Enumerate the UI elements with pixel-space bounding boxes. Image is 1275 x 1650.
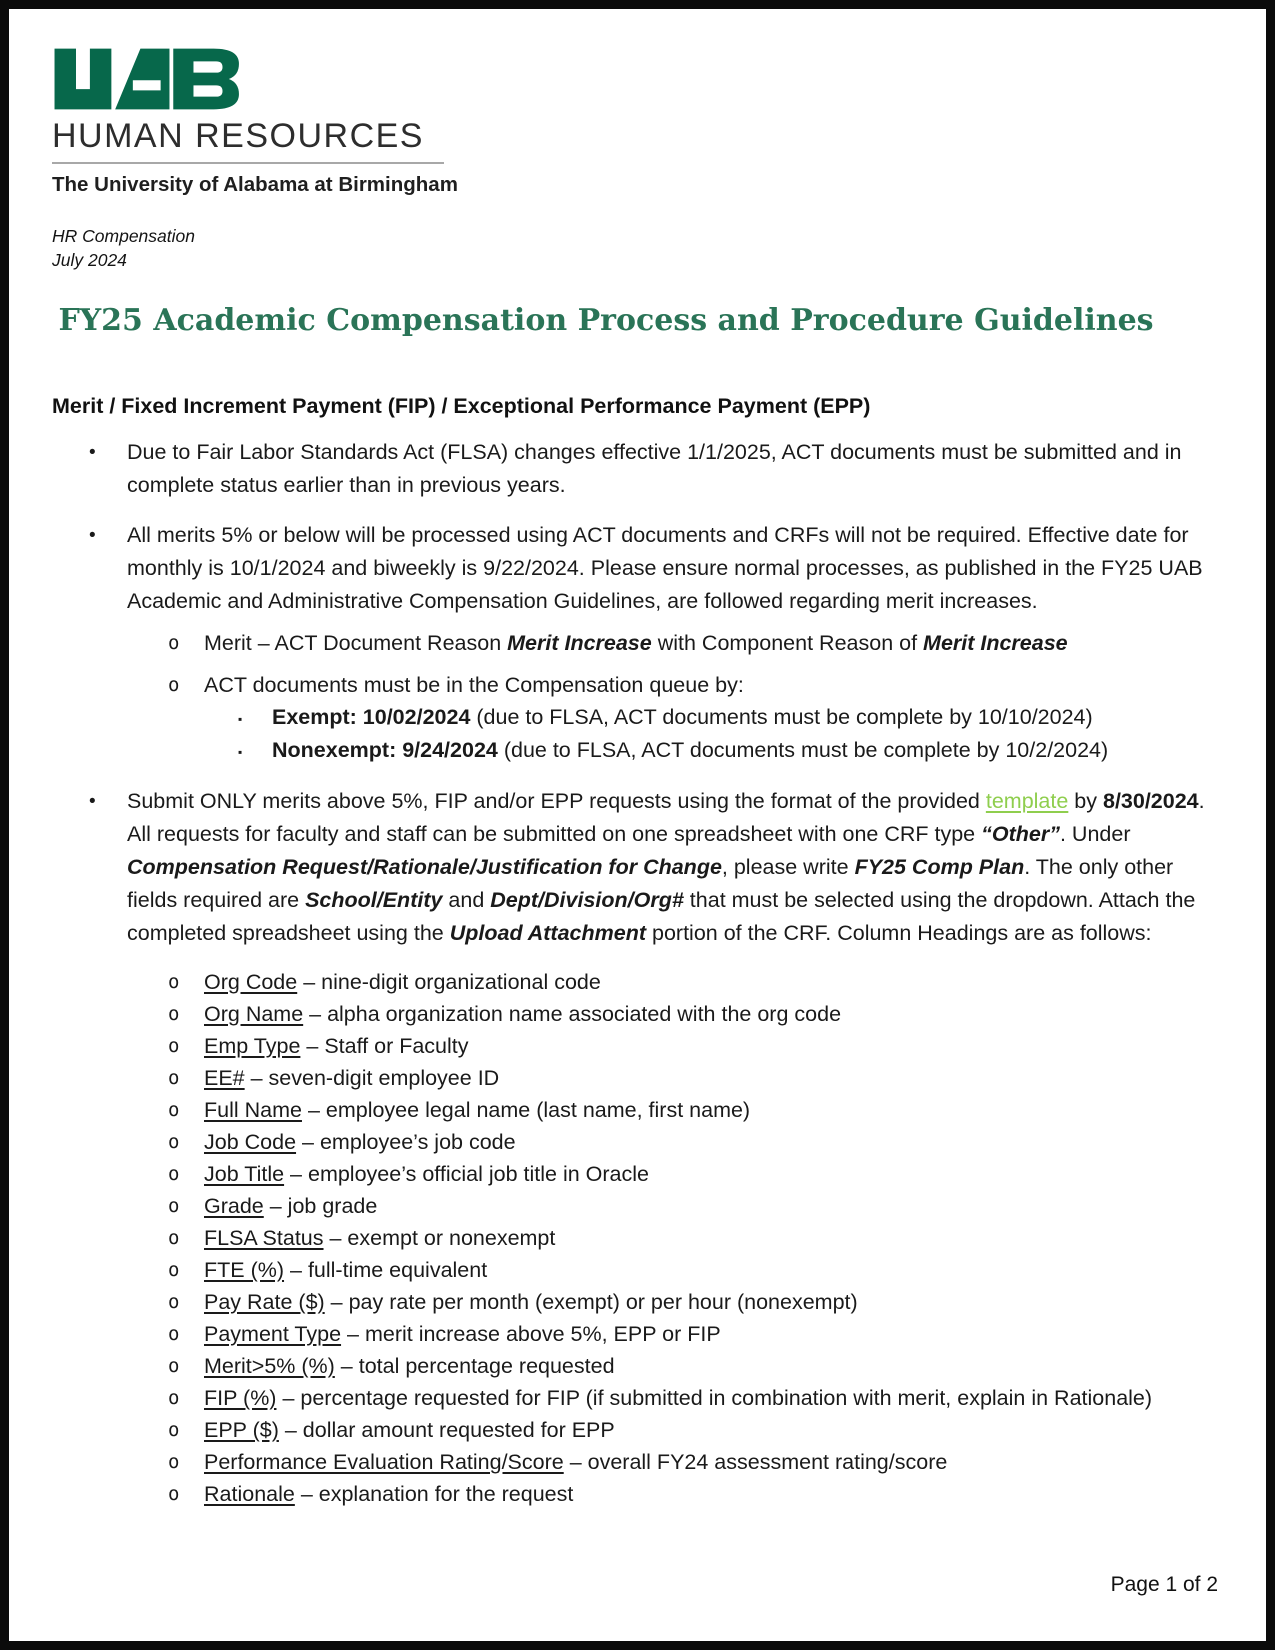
column-term: FTE (%): [204, 1258, 285, 1282]
uab-logo-icon: [52, 47, 244, 111]
logo-divider: [52, 162, 444, 164]
dash-separator: –: [284, 1162, 308, 1186]
column-term: Rationale: [204, 1482, 295, 1506]
bullet-circle-marker: o: [168, 1387, 180, 1409]
column-item: [52, 1190, 1226, 1222]
column-item: [52, 1062, 1226, 1094]
dash-separator: –: [341, 1322, 365, 1346]
column-item: [52, 1222, 1226, 1254]
text-run: Upload Attachment: [449, 921, 647, 945]
uab-logo: [52, 47, 1226, 111]
bullet-circle-marker: o: [168, 674, 180, 696]
column-item: [52, 1382, 1226, 1414]
dash-separator: –: [276, 1386, 301, 1410]
column-term: FIP (%): [204, 1386, 277, 1410]
column-item: [52, 1446, 1226, 1478]
text-run: . The only other fields required are: [127, 855, 1174, 912]
column-item: [52, 1318, 1226, 1350]
column-term: EE#: [204, 1066, 245, 1090]
bullet-circle-marker: o: [168, 1259, 180, 1281]
column-item: [52, 1030, 1226, 1062]
dash-separator: –: [334, 1354, 359, 1378]
bullet-circle-marker: o: [168, 1483, 180, 1505]
column-item: [52, 966, 1226, 998]
bullet-circle-marker: o: [168, 1451, 180, 1473]
dash-separator: –: [300, 1034, 325, 1058]
text-run: ACT documents must be in the Compensation queue by:: [204, 673, 744, 697]
bullet-dot-marker: •: [89, 442, 96, 463]
dash-separator: –: [323, 1226, 348, 1250]
page-title: FY25 Academic Compensation Process and Procedure Guidelines: [58, 303, 1154, 338]
text-run: Compensation Request/Rationale/Justification for Change: [127, 855, 722, 879]
bullet-text: [127, 436, 1226, 502]
text-run: Dept/Division/Org#: [490, 888, 684, 912]
text-run: All merits 5% or below will be processed using ACT documents and CRFs will not be required. Effective date for monthly is 10/1/2024 and biweekly is 9/22/2024. Please ensure normal processes, as published in the FY25 UAB Academic and Administrative Compensation Guidelines, are followed regarding merit increases.: [127, 523, 1203, 613]
dash-separator: –: [284, 1258, 308, 1282]
text-run: by: [1068, 789, 1103, 813]
sub-sub-bullet-text: [272, 702, 1226, 733]
template-link[interactable]: template: [985, 789, 1069, 813]
column-item: [52, 1254, 1226, 1286]
sub-sub-bullet-item: [52, 735, 1226, 768]
dash-separator: –: [297, 970, 322, 994]
bullet-circle-marker: o: [168, 1163, 180, 1185]
meta-department: HR Compensation: [52, 226, 195, 246]
column-term: Pay Rate ($): [204, 1290, 325, 1314]
document-meta: [52, 224, 1226, 272]
bullet-circle-marker: o: [168, 1355, 180, 1377]
text-run: School/Entity: [305, 888, 443, 912]
column-term: Org Name: [204, 1002, 304, 1026]
main-bullet-list: [52, 436, 1226, 950]
column-desc: employee legal name (last name, first name): [325, 1098, 751, 1122]
bullet-circle-marker: o: [168, 971, 180, 993]
column-item: [52, 1158, 1226, 1190]
bullet-circle-marker: o: [168, 1291, 180, 1313]
column-desc: overall FY24 assessment rating/score: [587, 1450, 948, 1474]
text-run: , please write: [721, 855, 855, 879]
bullet-circle-marker: o: [168, 1419, 180, 1441]
text-run: (due to FLSA, ACT documents must be complete by 10/10/2024): [470, 705, 1093, 729]
dash-separator: –: [296, 1130, 320, 1154]
column-item: [52, 998, 1226, 1030]
column-headings-list: [52, 966, 1226, 1510]
bullet-circle-marker: o: [168, 1131, 180, 1153]
column-desc: employee’s official job title in Oracle: [307, 1162, 649, 1186]
column-term: Merit>5% (%): [204, 1354, 335, 1378]
bullet-dot-marker: •: [89, 791, 96, 812]
sub-sub-bullet-text: [272, 735, 1226, 766]
bullet-circle-marker: o: [168, 1195, 180, 1217]
text-run: FY25 Comp Plan: [854, 855, 1025, 879]
column-desc: alpha organization name associated with the org code: [327, 1002, 842, 1026]
bullet-item: [52, 785, 1226, 950]
text-run: Merit Increase: [923, 631, 1068, 655]
column-desc: full-time equivalent: [307, 1258, 488, 1282]
dash-separator: –: [301, 1098, 326, 1122]
sub-bullet-text: [204, 627, 1226, 660]
column-desc: seven-digit employee ID: [268, 1066, 500, 1090]
column-desc: merit increase above 5%, EPP or FIP: [364, 1322, 721, 1346]
text-run: Nonexempt: 9/24/2024: [272, 738, 498, 762]
column-desc: explanation for the request: [318, 1482, 574, 1506]
bullet-text: [127, 519, 1226, 618]
meta-date: July 2024: [52, 250, 127, 270]
column-term: Job Title: [204, 1162, 285, 1186]
text-run: . Under: [1059, 822, 1131, 846]
dash-separator: –: [294, 1482, 319, 1506]
sub-bullet-item: [52, 669, 1226, 702]
page-number: Page 1 of 2: [1110, 1573, 1218, 1596]
text-run: and: [442, 888, 491, 912]
column-desc: exempt or nonexempt: [347, 1226, 556, 1250]
column-item: [52, 1286, 1226, 1318]
bullet-text: [127, 785, 1226, 950]
column-term: Grade: [204, 1194, 264, 1218]
bullet-circle-marker: o: [168, 632, 180, 654]
bullet-circle-marker: o: [168, 1099, 180, 1121]
dash-separator: –: [563, 1450, 588, 1474]
column-item: [52, 1350, 1226, 1382]
text-run: (due to FLSA, ACT documents must be complete by 10/2/2024): [497, 738, 1109, 762]
dash-separator: –: [324, 1290, 349, 1314]
sub-bullet-item: [52, 627, 1226, 660]
bullet-square-marker: ▪: [238, 745, 243, 759]
column-desc: Staff or Faculty: [324, 1034, 469, 1058]
column-item: [52, 1126, 1226, 1158]
bullet-dot-marker: •: [89, 525, 96, 546]
text-run: “Other”: [981, 822, 1060, 846]
dash-separator: –: [263, 1194, 288, 1218]
column-term: Org Code: [204, 970, 298, 994]
bullet-circle-marker: o: [168, 1067, 180, 1089]
bullet-item: [52, 436, 1226, 502]
column-item: [52, 1414, 1226, 1446]
section-heading: Merit / Fixed Increment Payment (FIP) / Exceptional Performance Payment (EPP): [52, 394, 871, 418]
text-run: Merit Increase: [507, 631, 652, 655]
column-desc: nine-digit organizational code: [321, 970, 601, 994]
column-desc: total percentage requested: [358, 1354, 615, 1378]
text-run: portion of the CRF. Column Headings are as follows:: [646, 921, 1152, 945]
logo-tagline: The University of Alabama at Birmingham: [52, 173, 458, 196]
text-run: Merit – ACT Document Reason: [204, 631, 508, 655]
column-term: Performance Evaluation Rating/Score: [204, 1450, 564, 1474]
sub-sub-bullet-item: [52, 702, 1226, 735]
bullet-circle-marker: o: [168, 1003, 180, 1025]
text-run: . All requests for faculty and staff can be submitted on one spreadsheet with one CRF type: [127, 789, 1205, 846]
text-run: 8/30/2024: [1102, 789, 1199, 813]
column-desc: job grade: [287, 1194, 378, 1218]
column-term: FLSA Status: [204, 1226, 324, 1250]
column-term: EPP ($): [204, 1418, 279, 1442]
text-run: Exempt: 10/02/2024: [272, 705, 471, 729]
text-run: Submit ONLY merits above 5%, FIP and/or EPP requests using the format of the provided: [127, 789, 986, 813]
column-term: Emp Type: [204, 1034, 301, 1058]
bullet-item: [52, 519, 1226, 618]
bullet-circle-marker: o: [168, 1227, 180, 1249]
text-run: with Component Reason of: [651, 631, 924, 655]
dash-separator: –: [244, 1066, 269, 1090]
text-run: Due to Fair Labor Standards Act (FLSA) changes effective 1/1/2025, ACT documents must be submitted and in complete status earlier than in previous years.: [127, 440, 1182, 497]
bullet-circle-marker: o: [168, 1035, 180, 1057]
column-term: Payment Type: [204, 1322, 342, 1346]
column-term: Full Name: [204, 1098, 302, 1122]
text-run: that must be selected using the dropdown. Attach the completed spreadsheet using the: [127, 888, 1196, 945]
column-item: [52, 1094, 1226, 1126]
column-item: [52, 1478, 1226, 1510]
column-desc: pay rate per month (exempt) or per hour (nonexempt): [348, 1290, 858, 1314]
column-desc: dollar amount requested for EPP: [302, 1418, 615, 1442]
sub-bullet-text: [204, 669, 1226, 702]
dash-separator: –: [278, 1418, 303, 1442]
column-term: Job Code: [204, 1130, 297, 1154]
logo-subtitle: HUMAN RESOURCES: [52, 117, 424, 155]
dash-separator: –: [303, 1002, 328, 1026]
column-desc: percentage requested for FIP (if submitted in combination with merit, explain in Rationale): [300, 1386, 1153, 1410]
bullet-circle-marker: o: [168, 1323, 180, 1345]
column-desc: employee’s job code: [319, 1130, 516, 1154]
bullet-square-marker: ▪: [238, 712, 243, 726]
